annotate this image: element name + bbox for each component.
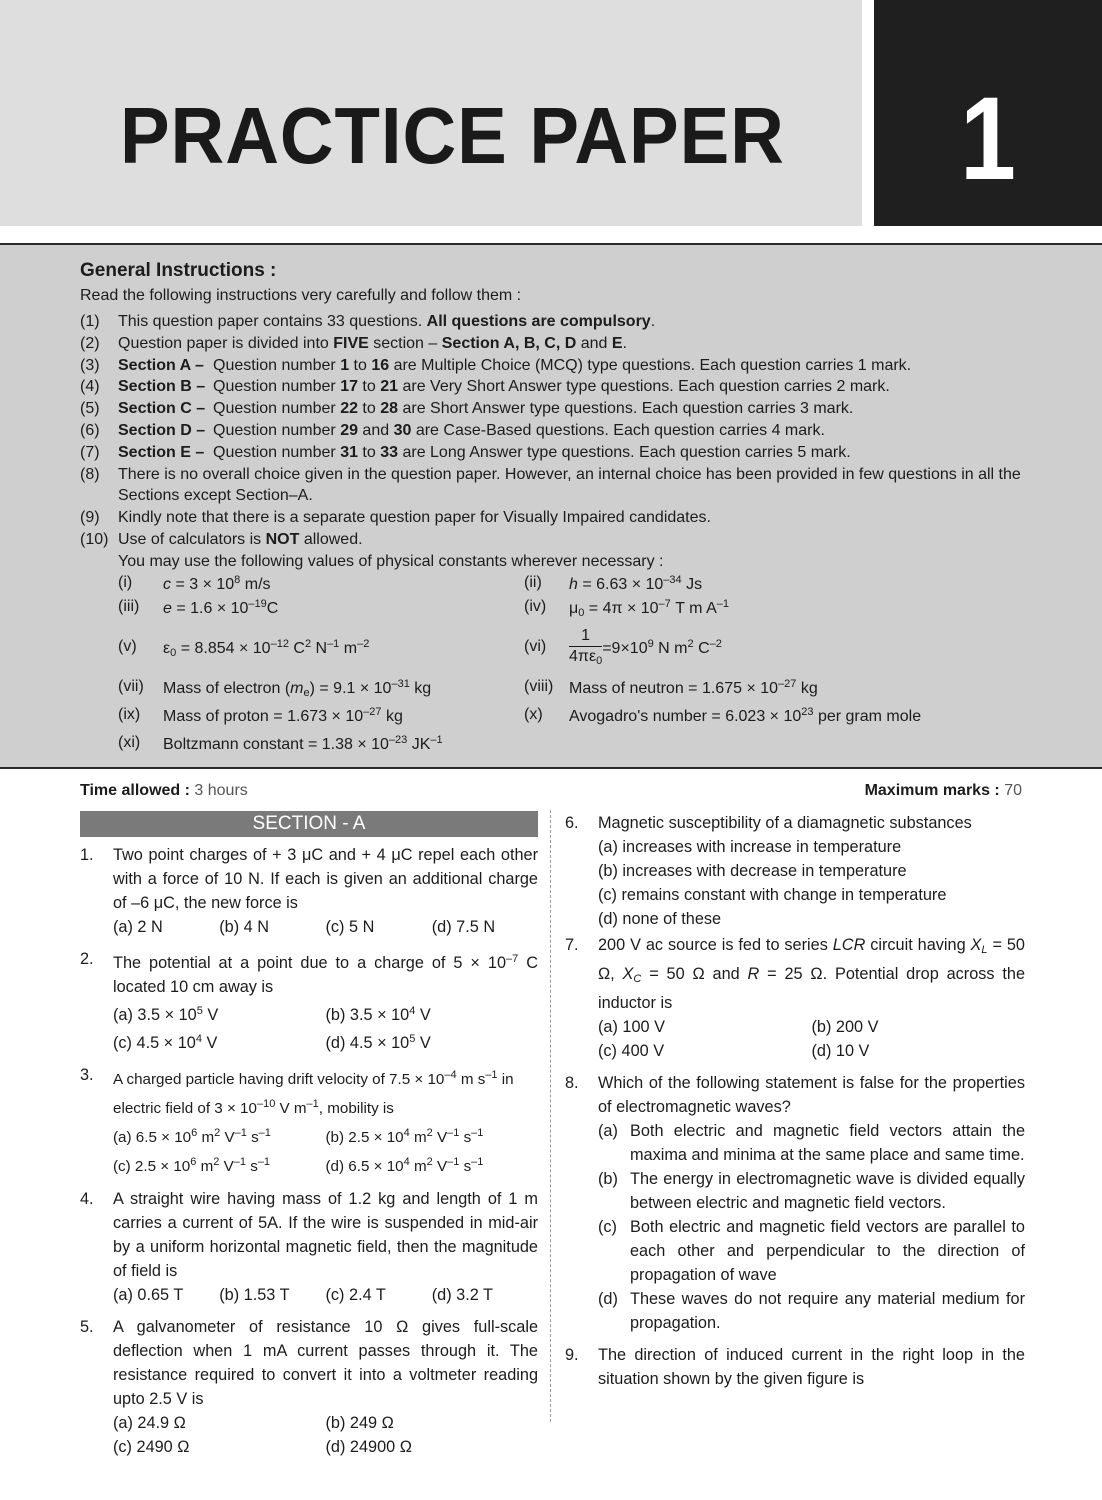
instruction-text: Section E – Question number 31 to 33 are Long Answer type questions. Each question carries 5 mark.	[118, 443, 851, 461]
constants-row	[118, 598, 1018, 620]
instruction-number: (10)	[80, 530, 109, 548]
instructions-list	[80, 311, 1030, 573]
instruction-number: (7)	[80, 443, 100, 461]
question-text: Magnetic susceptibility of a diamagnetic substances	[598, 814, 972, 832]
instruction-item	[80, 507, 1030, 529]
constants-row	[118, 706, 1018, 728]
question-text: Which of the following statement is false for the properties of electromagnetic waves?	[598, 1074, 1025, 1116]
option-d: (d) 7.5 N	[431, 918, 496, 936]
instruction-text: Section C – Question number 22 to 28 are Short Answer type questions. Each question carries 3 mark.	[118, 400, 854, 418]
instruction-number: (3)	[80, 356, 100, 374]
option-a: (a) $3.5 \times 10^5$ V	[113, 1005, 219, 1024]
paper-number: 1	[960, 73, 1016, 205]
option-d: (d) none of these	[598, 910, 722, 928]
option-a: (a) 24.9 Ω	[113, 1414, 186, 1432]
instruction-item	[80, 464, 1030, 508]
question-text: 200 V ac source is fed to series LCR circuit having $X_L = 50$ Ω, $X_C = 50$ Ω and R = 25 Ω. Potential drop across the inductor is	[598, 936, 1026, 1012]
maximum-marks: Maximum marks : 70	[864, 782, 1022, 799]
option-c: (c) 2.4 T	[325, 1286, 386, 1304]
option-b: (b) 4 N	[219, 918, 270, 936]
option-c: (c) $4.5 \times 10^4$ V	[113, 1033, 218, 1052]
question-text: The direction of induced current in the right loop in the situation shown by the given figure is	[598, 1346, 1025, 1388]
right-column	[565, 811, 1025, 1393]
option-d: (d) 24900 Ω	[325, 1438, 412, 1456]
time-allowed: Time allowed : 3 hours	[80, 782, 248, 799]
instruction-text: Kindly note that there is a separate question paper for Visually Impaired candidates.	[118, 509, 711, 527]
option-c: (c) 400 V	[598, 1042, 665, 1060]
instruction-text: Section A – Question number 1 to 16 are Multiple Choice (MCQ) type questions. Each question carries 1 mark.	[118, 356, 912, 374]
constant-avogadro: (x) Avogadro's number = $6.023 \times 10^{23}$ per gram mole	[524, 706, 922, 725]
options	[113, 999, 538, 1055]
question-text: A charged particle having drift velocity of $7.5 \times 10^{-4}$ m $s^{-1}$ in electric field of $3 \times 10^{-10}$ V $m^{-1}$, mobility is	[113, 1069, 514, 1117]
option-b: (b) 1.53 T	[219, 1286, 290, 1304]
instruction-item	[80, 420, 1030, 442]
instruction-text: Section D – Question number 29 and 30 are Case-Based questions. Each question carries 4 mark.	[118, 421, 825, 439]
instructions-heading: General Instructions :	[80, 260, 277, 281]
instruction-item	[80, 311, 1030, 333]
constant-speed-of-light: (i) $c = 3 \times 10^8$ m/s	[118, 574, 271, 593]
option-b: (b) 200 V	[811, 1018, 879, 1036]
instruction-number: (6)	[80, 421, 100, 439]
instruction-text: Section B – Question number 17 to 21 are Very Short Answer type questions. Each question carries 2 mark.	[118, 378, 890, 396]
constant-neutron-mass: (viii) Mass of neutron = $1.675 \times 10^{-27}$ kg	[524, 678, 818, 697]
instruction-item	[80, 333, 1030, 355]
option-b: (b) $2.5 \times 10^4$ $m^2$ $V^{-1}$ $s^{-1}$	[325, 1127, 484, 1146]
instruction-number: (9)	[80, 509, 100, 527]
paper-number-block	[874, 0, 1102, 226]
constant-electron-mass: (vii) Mass of electron $(m_e) = 9.1 \times 10^{-31}$ kg	[118, 678, 432, 699]
option-c: (c) 2490 Ω	[113, 1438, 190, 1456]
instruction-item	[80, 442, 1030, 464]
options	[113, 1411, 538, 1459]
question-text: Two point charges of + 3 μC and + 4 μC repel each other with a force of 10 N. If each is given an additional charge of –6 μC, the new force is	[113, 846, 538, 912]
instruction-number: (1)	[80, 313, 100, 330]
question-text: A straight wire having mass of 1.2 kg and length of 1 m carries a current of 5A. If the wire is suspended in mid-air by a uniform horizontal magnetic field, then the magnitude of field is	[113, 1190, 538, 1280]
column-divider	[550, 810, 551, 1422]
options	[598, 1015, 1025, 1063]
constant-coulomb: (vi) $\frac{1}{4\pi\varepsilon_0}$ $=9\times 10^9$ N $m^2$ $C^{-2}$	[524, 626, 722, 671]
constant-permeability: (iv) $\mu_0 = 4\pi \times 10^{-7}$ T m $A^{-1}$	[524, 598, 729, 619]
question-8: 8. Which of the following statement is false for the properties of electromagnetic waves? (a) Both electric and magnetic field vectors attain the maxima and minima at the same place and same time. (b) The energy in electromagnetic wave is divided equally between electric and magnetic field vectors. (c) Both electric and magnetic field vectors are parallel to each other and perpendicular to the direction of propagation of wave (d) These waves do not require any material medium for propagation.	[565, 1071, 1025, 1335]
option-b: (b) $3.5 \times 10^4$ V	[325, 1005, 431, 1024]
constant-proton-mass: (ix) Mass of proton = $1.673 \times 10^{-27}$ kg	[118, 706, 403, 725]
instruction-item	[80, 398, 1030, 420]
constants-row	[118, 678, 1018, 700]
option-b: (b) The energy in electromagnetic wave is divided equally between electric and magnetic field vectors.	[598, 1170, 1025, 1212]
option-d: (d) These waves do not require any material medium for propagation.	[598, 1290, 1025, 1332]
instruction-item	[80, 529, 1030, 551]
instruction-number: (8)	[80, 465, 100, 483]
question-text: A galvanometer of resistance 10 Ω gives full-scale deflection when 1 mA current passes through it. The resistance required to convert it into a voltmeter reading upto 2.5 V is	[113, 1318, 538, 1408]
constant-electron-charge: (iii) $e = 1.6 \times 10^{-19}C$	[118, 598, 279, 617]
instruction-number: (4)	[80, 378, 100, 396]
coulomb-fraction: $\frac{1}{4\pi\varepsilon_0}$	[569, 627, 603, 667]
question-4: 4. A straight wire having mass of 1.2 kg and length of 1 m carries a current of 5A. If the wire is suspended in mid-air by a uniform horizontal magnetic field, then the magnitude of field is (a) 0.65 T (b) 1.53 T (c) 2.4 T (d) 3.2 T	[80, 1187, 538, 1307]
instruction-item	[80, 355, 1030, 377]
question-5: 5. A galvanometer of resistance 10 Ω gives full-scale deflection when 1 mA current passes through it. The resistance required to convert it into a voltmeter reading upto 2.5 V is (a) 24.9 Ω (b) 249 Ω (c) 2490 Ω (d) 24900 Ω	[80, 1315, 538, 1459]
options	[113, 915, 538, 939]
option-d: (d) $4.5 \times 10^5$ V	[325, 1033, 431, 1052]
instruction-text: There is no overall choice given in the question paper. However, an internal choice has been provided in few questions in all the Sections except Section–A.	[118, 465, 1021, 505]
option-a: (a) Both electric and magnetic field vectors attain the maxima and minima at the same place and same time.	[598, 1122, 1025, 1164]
instruction-number: (5)	[80, 400, 100, 418]
constants-intro: You may use the following values of physical constants wherever necessary :	[118, 552, 664, 570]
question-6: 6. Magnetic susceptibility of a diamagnetic substances (a) increases with increase in temperature (b) increases with decrease in temperature (c) remains constant with change in temperature (d) none of these	[565, 811, 1025, 931]
instructions-intro: Read the following instructions very carefully and follow them :	[80, 287, 522, 304]
option-a: (a) 0.65 T	[113, 1286, 184, 1304]
question-2: 2. The potential at a point due to a charge of $5 \times 10^{-7}$ C located 10 cm away is (a) $3.5 \times 10^5$ V (b) $3.5 \times 10^4$ V (c) $4.5 \times 10^4$ V (d) $4.5 \times 10^5$ V	[80, 947, 538, 1055]
question-7: 7. 200 V ac source is fed to series LCR circuit having $X_L = 50$ Ω, $X_C = 50$ Ω and R = 25 Ω. Potential drop across the inductor is (a) 100 V (b) 200 V (c) 400 V (d) 10 V	[565, 933, 1025, 1063]
option-a: (a) $6.5 \times 10^6$ $m^2$ $V^{-1}$ $s^{-1}$	[113, 1127, 271, 1146]
options	[113, 1283, 538, 1307]
constant-boltzmann: (xi) Boltzmann constant = $1.38 \times 10^{-23}$ $JK^{-1}$	[118, 734, 443, 753]
instruction-number: (2)	[80, 334, 100, 352]
question-text: The potential at a point due to a charge of $5 \times 10^{-7}$ C located 10 cm away is	[113, 953, 538, 996]
option-c: (c) Both electric and magnetic field vectors are parallel to each other and perpendicular to the direction of propagation of wave	[598, 1218, 1025, 1284]
option-c: (c) remains constant with change in temperature	[598, 886, 947, 904]
instruction-text: Question paper is divided into FIVE section – Section A, B, C, D and E.	[118, 334, 627, 352]
option-d: (d) 3.2 T	[431, 1286, 493, 1304]
option-a: (a) increases with increase in temperature	[598, 838, 902, 856]
constant-planck: (ii) $h = 6.63 \times 10^{-34}$ Js	[524, 574, 703, 593]
option-d: (d) 10 V	[811, 1042, 870, 1060]
page-title: PRACTICE PAPER	[120, 91, 785, 180]
options	[113, 1121, 538, 1179]
option-b: (b) increases with decrease in temperature	[598, 862, 907, 880]
option-d: (d) $6.5 \times 10^4$ $m^2$ $V^{-1}$ $s^{-1}$	[325, 1156, 484, 1175]
option-b: (b) 249 Ω	[325, 1414, 394, 1432]
question-9: 9. The direction of induced current in the right loop in the situation shown by the given figure is	[565, 1343, 1025, 1391]
option-c: (c) $2.5 \times 10^6$ $m^2$ $V^{-1}$ $s^{-1}$	[113, 1156, 271, 1175]
left-column	[80, 811, 538, 1461]
constants-row	[118, 627, 1018, 667]
section-a-header: SECTION - A	[80, 811, 538, 837]
constants-row	[118, 734, 1018, 756]
question-3: 3. A charged particle having drift velocity of $7.5 \times 10^{-4}$ m $s^{-1}$ in electric field of $3 \times 10^{-10}$ V $m^{-1}$, mobility is (a) $6.5 \times 10^6$ $m^2$ $V^{-1}$ $s^{-1}$ (b) $2.5 \times 10^4$ $m^2$ $V^{-1}$ $s^{-1}$ (c) $2.5 \times 10^6$ $m^2$ $V^{-1}$ $s^{-1}$ (d) $6.5 \times 10^4$ $m^2$ $V^{-1}$ $s^{-1}$	[80, 1063, 538, 1179]
constant-permittivity: (v) $\varepsilon_0 = 8.854 \times 10^{-12}$ $C^2$ $N^{-1}$ $m^{-2}$	[118, 638, 370, 659]
option-a: (a) 2 N	[113, 918, 163, 936]
instruction-text: This question paper contains 33 questions. All questions are compulsory.	[118, 313, 656, 330]
question-1: 1. Two point charges of + 3 μC and + 4 μC repel each other with a force of 10 N. If each is given an additional charge of –6 μC, the new force is (a) 2 N (b) 4 N (c) 5 N (d) 7.5 N	[80, 843, 538, 939]
option-c: (c) 5 N	[325, 918, 375, 936]
instruction-item	[80, 551, 1030, 573]
instruction-item	[80, 376, 1030, 398]
constants-row	[118, 574, 1018, 596]
instruction-text: Use of calculators is NOT allowed.	[118, 530, 363, 548]
option-a: (a) 100 V	[598, 1018, 665, 1036]
